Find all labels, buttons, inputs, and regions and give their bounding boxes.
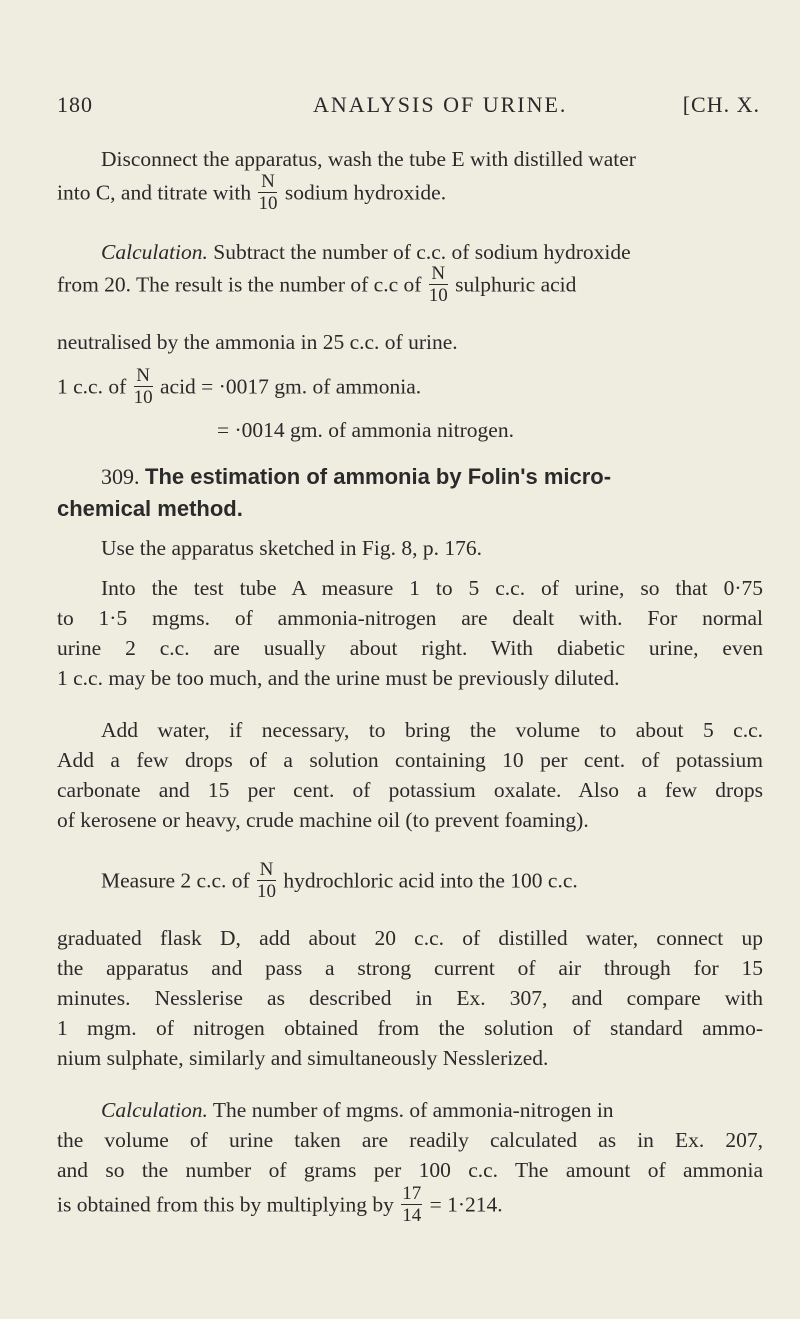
section-title-line2: chemical method.	[57, 496, 243, 521]
fraction-denominator: 10	[133, 387, 153, 408]
p7-line1-end: hydrochloric acid into the 100 c.c.	[283, 868, 578, 893]
p7-line5: 1 mgm. of nitrogen obtained from the solution of standard ammo-	[57, 1016, 763, 1040]
p7-line1-start: Measure 2 c.c. of	[101, 868, 250, 893]
p8-line1-text: The number of mgms. of ammonia-nitrogen in	[212, 1098, 614, 1122]
p2-line3: neutralised by the ammonia in 25 c.c. of urine.	[57, 330, 458, 354]
p1-line2	[57, 171, 447, 215]
fraction-n-over-10	[429, 264, 448, 305]
fraction-numerator: N	[136, 365, 150, 386]
chapter-label: [CH. X.	[682, 92, 760, 117]
p6-line1: Add water, if necessary, to bring the volume to about 5 c.c.	[101, 718, 763, 742]
p2-line2-start: from 20. The result is the number of c.c of	[57, 272, 422, 297]
fraction-denominator: 10	[428, 285, 448, 306]
section-title-line1: The estimation of ammonia by Folin's micro-	[145, 464, 612, 489]
p8-line4-start: is obtained from this by multiplying by	[57, 1192, 394, 1217]
fraction-numerator: N	[431, 263, 446, 284]
p6-line4: of kerosene or heavy, crude machine oil (to prevent foaming).	[57, 808, 589, 832]
p3-line1-end: acid = ·0017 gm. of ammonia.	[160, 374, 422, 399]
calculation-label: Calculation.	[101, 240, 208, 264]
p4-line1: Use the apparatus sketched in Fig. 8, p. 176.	[101, 536, 482, 560]
fraction-n-over-10	[257, 860, 276, 901]
p1-line2-start: into C, and titrate with	[57, 180, 252, 205]
fraction-denominator: 10	[258, 193, 278, 214]
p5-line3: urine 2 c.c. are usually about right. With diabetic urine, even	[57, 636, 763, 660]
p2-line2	[57, 263, 577, 307]
p3-line1-start: 1 c.c. of	[57, 374, 127, 399]
running-title: ANALYSIS OF URINE.	[313, 92, 568, 117]
p1-line1: Disconnect the apparatus, wash the tube E with distilled water	[101, 147, 636, 171]
fraction-denominator: 14	[402, 1205, 422, 1226]
p8-line3: and so the number of grams per 100 c.c. The amount of ammonia	[57, 1158, 763, 1182]
section-heading	[101, 464, 611, 490]
p3-line2: = ·0014 gm. of ammonia nitrogen.	[217, 418, 514, 442]
page-number: 180	[57, 92, 93, 117]
p5-line4: 1 c.c. may be too much, and the urine must be previously diluted.	[57, 666, 620, 690]
p8-line4-end: = 1·214.	[429, 1192, 503, 1217]
p7-line6: nium sulphate, similarly and simultaneously Nesslerized.	[57, 1046, 549, 1070]
section-number: 309.	[101, 464, 140, 489]
fraction-numerator: 17	[402, 1183, 422, 1204]
p7-line2: graduated flask D, add about 20 c.c. of distilled water, connect up	[57, 926, 763, 950]
p5-line2: to 1·5 mgms. of ammonia-nitrogen are dealt with. For normal	[57, 606, 763, 630]
p5-line1: Into the test tube A measure 1 to 5 c.c. of urine, so that 0·75	[101, 576, 763, 600]
fraction-17-over-14	[401, 1184, 422, 1225]
p2-line1	[101, 240, 631, 265]
p6-line2: Add a few drops of a solution containing 10 per cent. of potassium	[57, 748, 763, 772]
fraction-denominator: 10	[257, 881, 277, 902]
p2-line1-text: Subtract the number of c.c. of sodium hydroxide	[213, 240, 631, 264]
fraction-n-over-10	[258, 172, 277, 213]
fraction-n-over-10	[134, 366, 153, 407]
p3-line1	[57, 365, 422, 409]
p8-line1	[101, 1098, 763, 1123]
fraction-numerator: N	[259, 859, 274, 880]
p8-line2: the volume of urine taken are readily calculated as in Ex. 207,	[57, 1128, 763, 1152]
p7-line4: minutes. Nesslerise as described in Ex. 307, and compare with	[57, 986, 763, 1010]
calculation-label: Calculation.	[101, 1098, 208, 1122]
p1-line2-end: sodium hydroxide.	[284, 180, 447, 205]
p7-line1	[101, 859, 578, 903]
p7-line3: the apparatus and pass a strong current of air through for 15	[57, 956, 763, 980]
p2-line2-end: sulphuric acid	[455, 272, 577, 297]
p8-line4	[57, 1183, 503, 1227]
p6-line3: carbonate and 15 per cent. of potassium oxalate. Also a few drops	[57, 778, 763, 802]
fraction-numerator: N	[261, 171, 275, 192]
